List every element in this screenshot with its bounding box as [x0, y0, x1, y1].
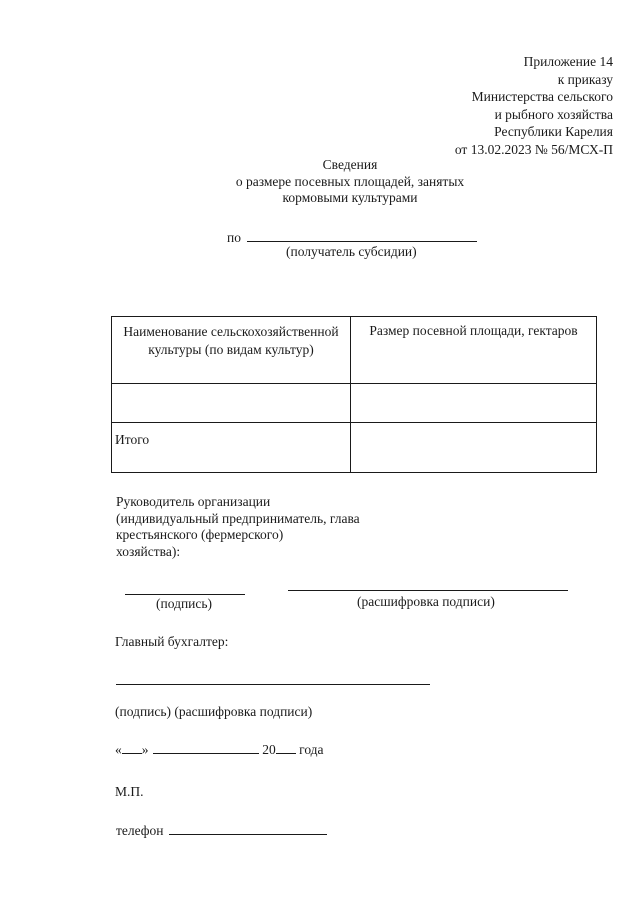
date-suffix: года — [299, 742, 324, 757]
appendix-line: Приложение 14 — [523, 54, 613, 69]
chief-accountant-caption: (подпись) (расшифровка подписи) — [115, 704, 313, 719]
head-line: Руководитель организации — [116, 494, 271, 509]
recipient-prefix: по — [227, 230, 241, 245]
date-line — [115, 742, 324, 758]
head-signature-blank[interactable] — [125, 594, 245, 595]
sown-area-table — [111, 316, 597, 473]
appendix-line: Министерства сельского — [471, 89, 613, 105]
column-header-area: Размер посевной площади, гектаров — [351, 317, 597, 384]
head-line: (индивидуальный предприниматель, глава — [116, 510, 360, 526]
signature-caption: (подпись) — [156, 596, 213, 611]
column-header-crop: Наименование сельскохозяйственной культуры (по видам культур) — [112, 317, 351, 384]
date-day-blank[interactable] — [122, 743, 142, 754]
table-cell-area[interactable] — [351, 384, 597, 423]
phone-line — [116, 823, 327, 839]
head-of-organization — [116, 494, 360, 560]
appendix-line: Республики Карелия — [494, 124, 613, 140]
head-line: крестьянского (фермерского) — [116, 527, 284, 542]
decoding-caption: (расшифровка подписи) — [357, 594, 495, 609]
total-value[interactable] — [351, 423, 597, 473]
recipient-blank[interactable] — [247, 231, 477, 242]
date-close-quote: » — [141, 742, 149, 757]
title-line: о размере посевных площадей, занятых — [235, 173, 465, 189]
appendix-line: от 13.02.2023 № 56/МСХ-П — [454, 141, 613, 157]
date-century: 20 — [262, 742, 276, 757]
title-line: Сведения — [322, 157, 378, 172]
table-row — [112, 384, 597, 423]
table-total-row — [112, 423, 597, 473]
appendix-line: и рыбного хозяйства — [494, 106, 613, 122]
date-month-blank[interactable] — [153, 743, 259, 754]
table-cell-crop[interactable] — [112, 384, 351, 423]
date-open-quote: « — [115, 742, 122, 757]
appendix-header — [353, 53, 613, 159]
appendix-line: к приказу — [557, 71, 613, 87]
chief-accountant-label: Главный бухгалтер: — [115, 634, 229, 649]
recipient-caption: (получатель субсидии) — [286, 244, 417, 259]
document-title — [190, 157, 510, 207]
title-line: кормовыми культурами — [282, 190, 418, 205]
table-header-row — [112, 317, 597, 384]
head-line: хозяйства): — [116, 543, 181, 559]
phone-label: телефон — [116, 823, 164, 838]
phone-blank[interactable] — [169, 824, 327, 835]
chief-accountant-signature-blank[interactable] — [116, 684, 430, 685]
head-decoding-blank[interactable] — [288, 590, 568, 591]
stamp-place: М.П. — [115, 784, 144, 799]
date-year-blank[interactable] — [276, 743, 296, 754]
total-label: Итого — [112, 423, 351, 473]
